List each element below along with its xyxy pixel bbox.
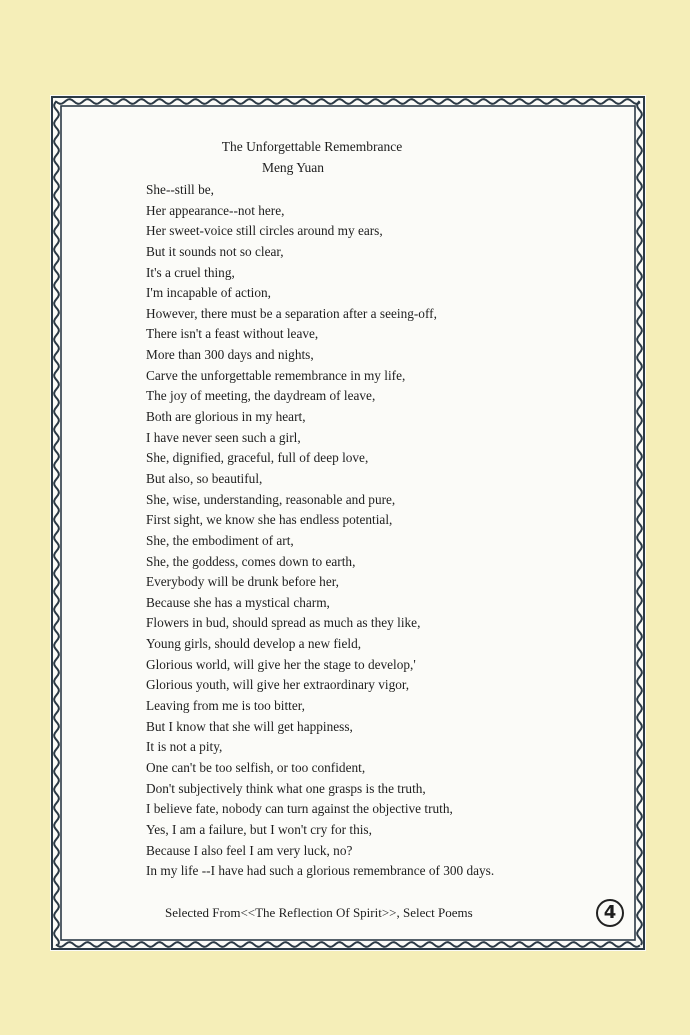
poem-line: She, the embodiment of art,	[146, 532, 294, 548]
poem-line: I'm incapable of action,	[146, 285, 271, 301]
border-wave-right	[637, 101, 642, 945]
poem-line: It's a cruel thing,	[146, 264, 235, 280]
poem-line: It is not a pity,	[146, 739, 223, 755]
poem-line: More than 300 days and nights,	[146, 347, 314, 363]
poem-line: But I know that she will get happiness,	[146, 718, 353, 734]
poem-title: The Unforgettable Remembrance	[221, 139, 403, 154]
poem-line: She, wise, understanding, reasonable and pure,	[146, 491, 396, 507]
poem-line: There isn't a feast without leave,	[146, 326, 319, 342]
poem-line: But also, so beautiful,	[146, 470, 263, 486]
border-wave-bottom	[56, 942, 640, 947]
poem-body	[146, 180, 494, 882]
border-wave-left	[54, 101, 59, 945]
source-footer: Selected From<<The Reflection Of Spirit>>, Select Poems	[165, 905, 473, 920]
poem-line: Her sweet-voice still circles around my ears,	[146, 223, 383, 239]
poem-line: She--still be,	[146, 182, 214, 197]
poem-page	[50, 95, 646, 951]
poem-line: I have never seen such a girl,	[146, 429, 301, 445]
poem-line: I believe fate, nobody can turn against the objective truth,	[146, 801, 453, 817]
poem-line: Flowers in bud, should spread as much as they like,	[146, 615, 421, 631]
poem-line: First sight, we know she has endless potential,	[146, 512, 393, 528]
poem-line: In my life --I have had such a glorious remembrance of 300 days.	[146, 863, 495, 879]
poem-line: She, the goddess, comes down to earth,	[146, 553, 356, 569]
poem-line: Glorious youth, will give her extraordinary vigor,	[146, 677, 410, 693]
poem-line: Glorious world, will give her the stage to develop,'	[146, 656, 416, 672]
border-wave-top	[56, 99, 640, 104]
poem-line: Because I also feel I am very luck, no?	[146, 842, 353, 858]
poem-line: One can't be too selfish, or too confident,	[146, 759, 366, 775]
poem-line: Don't subjectively think what one grasps is the truth,	[146, 780, 426, 796]
poem-line: The joy of meeting, the daydream of leave,	[146, 388, 376, 404]
poem-line: Carve the unforgettable remembrance in my life,	[146, 367, 406, 383]
poem-line: Both are glorious in my heart,	[146, 409, 306, 425]
page-number-badge: 4	[596, 899, 624, 927]
poem-line: Everybody will be drunk before her,	[146, 574, 339, 590]
poem-line: Because she has a mystical charm,	[146, 594, 330, 610]
poem-line: But it sounds not so clear,	[146, 243, 284, 259]
poem-line: Yes, I am a failure, but I won't cry for this,	[146, 821, 372, 837]
poem-line: Leaving from me is too bitter,	[146, 698, 305, 714]
poem-line: Young girls, should develop a new field,	[146, 636, 362, 652]
poem-line: She, dignified, graceful, full of deep love,	[146, 450, 369, 466]
poem-line: However, there must be a separation after a seeing-off,	[146, 305, 437, 321]
poem-line: Her appearance--not here,	[146, 202, 285, 218]
poem-author: Meng Yuan	[261, 160, 325, 175]
